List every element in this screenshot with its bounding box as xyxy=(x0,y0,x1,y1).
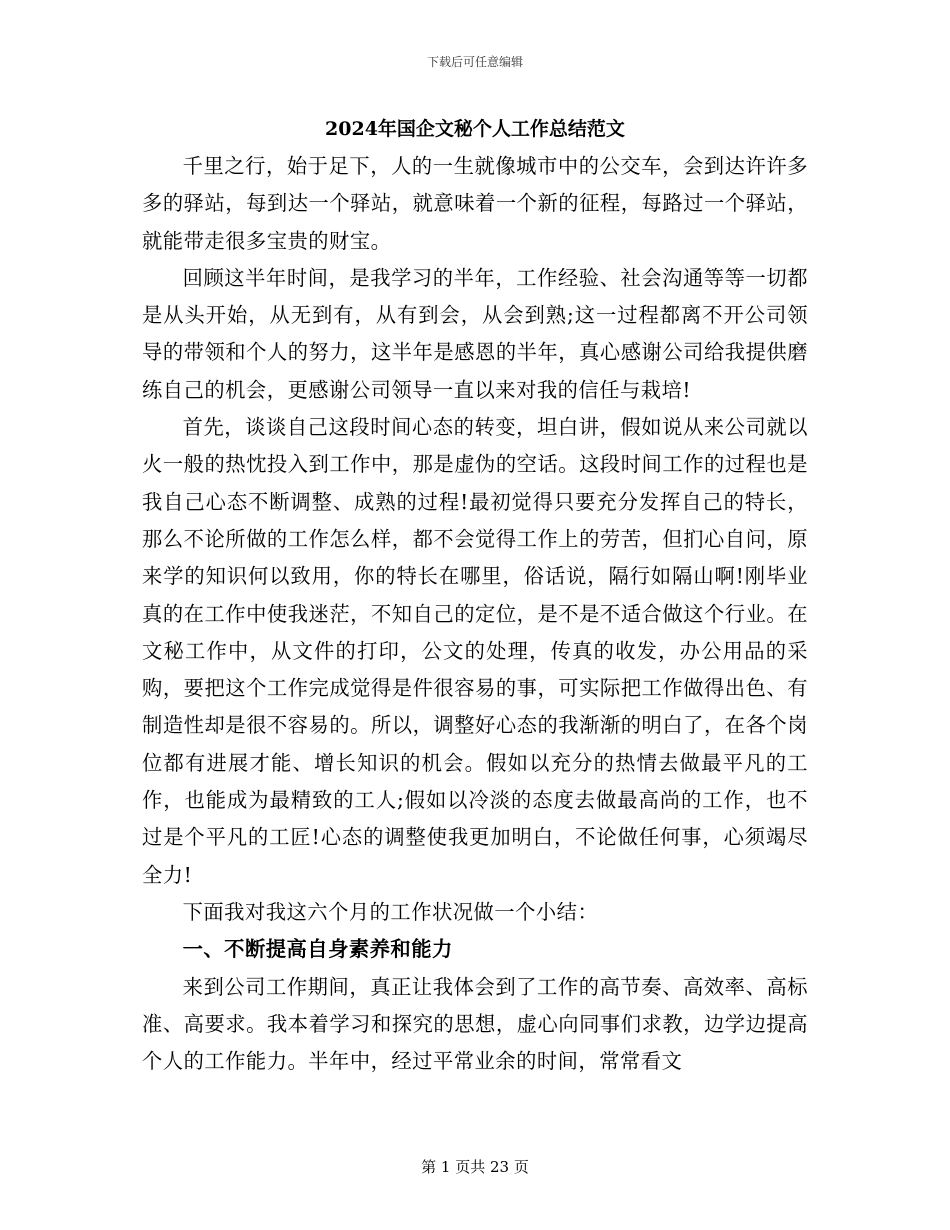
document-body xyxy=(142,148,808,1080)
paragraph-summary-lead: 下面我对我这六个月的工作状况做一个小结： xyxy=(182,899,599,924)
section-heading-1: 一、不断提高自身素养和能力 xyxy=(182,937,453,962)
paragraph-intro: 千里之行，始于足下，人的一生就像城市中的公交车，会到达许许多多的驿站，每到达一个驿站，就意味着一个新的征程，每路过一个驿站，就能带走很多宝贵的财宝。 xyxy=(142,154,808,253)
paragraph-section-1: 来到公司工作期间，真正让我体会到了工作的高节奏、高效率、高标准、高要求。我本着学习和探究的思想，虚心向同事们求教，边学边提高个人的工作能力。半年中，经过平常业余的时间，常常看文 xyxy=(142,974,808,1074)
paragraph-mindset: 首先，谈谈自己这段时间心态的转变，坦白讲，假如说从来公司就以火一般的热忱投入到工作中，那是虚伪的空话。这段时间工作的过程也是我自己心态不断调整、成熟的过程!最初觉得只要充分发挥自己的特长，那么不论所做的工作怎么样，都不会觉得工作上的劳苦，但扪心自问，原来学的知识何以致用，你的特长在哪里，俗话说，隔行如隔山啊!刚毕业真的在工作中使我迷茫，不知自己的定位，是不是不适合做这个行业。在文秘工作中，从文件的打印，公文的处理，传真的收发，办公用品的采购，要把这个工作完成觉得是件很容易的事，可实际把工作做得出色、有制造性却是很不容易的。所以，调整好心态的我渐渐的明白了，在各个岗位都有进展才能、增长知识的机会。假如以充分的热情去做最平凡的工作，也能成为最精致的工人;假如以冷淡的态度去做最高尚的工作，也不过是个平凡的工匠!心态的调整使我更加明白，不论做任何事，心须竭尽全力! xyxy=(142,415,808,887)
document-title: 2024年国企文秘个人工作总结范文 xyxy=(325,118,625,140)
page-header: 下载后可任意编辑 xyxy=(426,55,523,69)
page-footer: 第 1 页共 23 页 xyxy=(421,1158,529,1176)
paragraph-review: 回顾这半年时间，是我学习的半年，工作经验、社会沟通等等一切都是从头开始，从无到有，从有到会，从会到熟;这一过程都离不开公司领导的带领和个人的努力，这半年是感恩的半年，真心感谢公司给我提供磨练自己的机会，更感谢公司领导一直以来对我的信任与栽培! xyxy=(142,265,808,402)
